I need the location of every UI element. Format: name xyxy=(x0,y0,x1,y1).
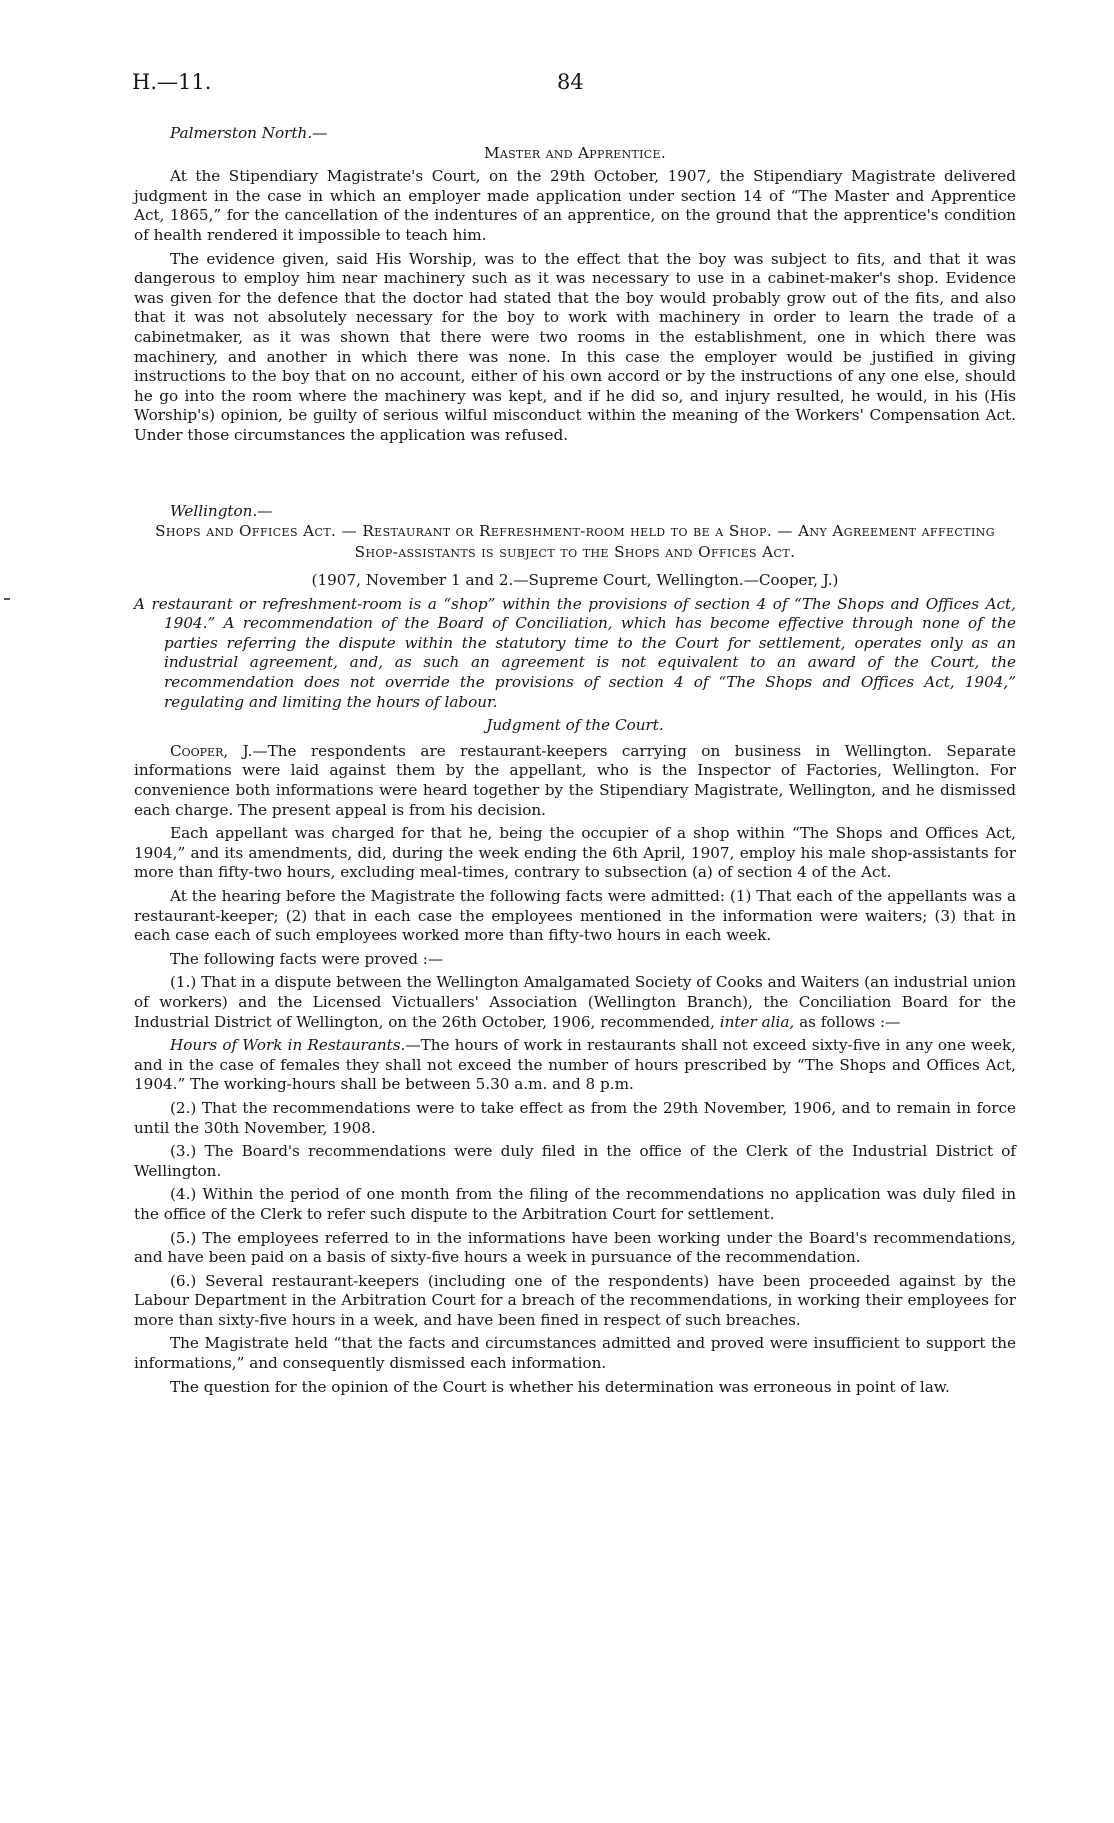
court-line: (1907, November 1 and 2.—Supreme Court, Wellington.—Cooper, J.) xyxy=(311,571,839,590)
page-series-label: H.—11. xyxy=(132,70,212,94)
fact-item: (6.) Several restaurant-keepers (including one of the respondents) have been proceeded against by the Labour Department in the Arbitration Court for a breach of the recommendations, in working their employees for more than sixty-five hours in a week, and have been fined in respect of such breaches. xyxy=(134,1271,1016,1329)
paragraph: The evidence given, said His Worship, was to the effect that the boy was subject to fits, and that it was dangerous to employ him near machinery such as it was necessary to use in a cabinet-maker's shop. Evidence was given for the defence that the doctor had stated that the boy would probably grow out of the fits, and also that it was not absolutely necessary for the boy to work with machinery in order to learn the trade of a cabinetmaker, as it was shown that there were two rooms in the establishment, one in which there was machinery, and another in which there was none. In this case the employer would be justified in giving instructions to the boy that on no account, either of his own accord or by the instructions of any one else, should he go into the room where the machinery was kept, and if he did so, and injury resulted, he would, in his (His Worship's) opinion, be guilty of serious wilful misconduct within the meaning of the Workers' Compensation Act. Under those circumstances the application was refused. xyxy=(134,249,1016,444)
paragraph: At the hearing before the Magistrate the following facts were admitted: (1) That each of the appellants was a restaurant-keeper; (2) that in each case the employees mentioned in the information were waiters; (3) that in each case each of such employees worked more than fifty-two hours in each week. xyxy=(134,887,1016,945)
judgment-heading: Judgment of the Court. xyxy=(486,716,664,735)
fact-item: (5.) The employees referred to in the informations have been working under the Board's recommendations, and have been paid on a basis of sixty-five hours a week in pursuance of the recommendation. xyxy=(134,1228,1016,1267)
section-place-wellington: Wellington.— xyxy=(170,501,273,520)
headnote: A restaurant or refreshment-room is a “shop” within the provisions of section 4 of “The Shops and Offices Act, 1904.” A recommendation of the Board of Conciliation, which has become effective through none of the parties referring the dispute within the statutory time to the Court for settlement, operates only as an industrial agreement, and, as such an agreement is not equivalent to an award of the Court, the recommendation does not override the provisions of section 4 of “The Shops and Offices Act, 1904,” regulating and limiting the hours of labour. xyxy=(134,594,1016,711)
paragraph: Each appellant was charged for that he, being the occupier of a shop within “The Shops and Offices Act, 1904,” and its amendments, did, during the week ending the 6th April, 1907, employ his male shop-assistants for more than fifty-two hours, excluding meal-times, contrary to subsection (a) of section 4 of the Act. xyxy=(134,824,1016,882)
paragraph: The question for the opinion of the Court is whether his determination was erroneous in point of law. xyxy=(170,1377,950,1396)
page-body xyxy=(134,118,1016,1401)
fact-item: (3.) The Board's recommendations were duly filed in the office of the Clerk of the Industrial District of Wellington. xyxy=(134,1142,1016,1180)
quoted-recommendation xyxy=(134,1036,1016,1095)
margin-mark xyxy=(4,598,10,600)
section-heading-master-apprentice: Master and Apprentice. xyxy=(484,143,666,162)
judge-name: Cooper, J. xyxy=(170,741,253,760)
fact-item xyxy=(134,973,1016,1032)
section-gap xyxy=(134,450,1016,496)
fact-item: (4.) Within the period of one month from the filing of the recommendations no application was duly filed in the office of the Clerk to refer such dispute to the Arbitration Court for settlement. xyxy=(134,1185,1016,1223)
page-number: 84 xyxy=(557,70,584,94)
paragraph: At the Stipendiary Magistrate's Court, on the 29th October, 1907, the Stipendiary Magistrate delivered judgment in the case in which an employer made application under section 14 of “The Master and Apprentice Act, 1865,” for the cancellation of the indentures of an apprentice, on the ground that the apprentice's condition of health rendered it impossible to teach him. xyxy=(134,167,1016,244)
recommendation-text: —The hours of work in restaurants shall not exceed sixty-five in any one week, and in the case of females they shall not exceed the number of hours prescribed by “The Shops and Offices Act, 1904.” The working-hours shall be between 5.30 a.m. and 8 p.m. xyxy=(134,1036,1016,1094)
fact-text: (1.) That in a dispute between the Wellington Amalgamated Society of Cooks and Waiters (an industrial union of workers) and the Licensed Victuallers' Association (Wellington Branch), the Conciliation Board for the Industrial District of Wellington, on the 26th October, 1906, recommended, xyxy=(134,973,1016,1031)
fact-latin: inter alia, xyxy=(719,1012,795,1031)
recommendation-title: Hours of Work in Restaurants. xyxy=(170,1036,406,1055)
section-place-palmerston: Palmerston North.— xyxy=(170,124,328,142)
paragraph xyxy=(134,742,1016,820)
paragraph: The following facts were proved :— xyxy=(170,949,444,968)
fact-text: as follows :— xyxy=(799,1012,901,1031)
paragraph: The Magistrate held “that the facts and circumstances admitted and proved were insufficient to support the informations,” and consequently dismissed each information. xyxy=(134,1334,1016,1373)
fact-item: (2.) That the recommendations were to take effect as from the 29th November, 1906, and to remain in force until the 30th November, 1908. xyxy=(134,1098,1016,1137)
paragraph-text: —The respondents are restaurant-keepers carrying on business in Wellington. Separate informations were laid against them by the appellant, who is the Inspector of Factories, Wellington. For convenience both informations were heard together by the Stipendiary Magistrate, Wellington, and he dismissed each charge. The present appeal is from his decision. xyxy=(134,741,1016,819)
case-caption: Shops and Offices Act. — Restaurant or Refreshment-room held to be a Shop. — Any Agreement affecting Shop-assistants is subject to the Shops and Offices Act. xyxy=(155,522,995,562)
